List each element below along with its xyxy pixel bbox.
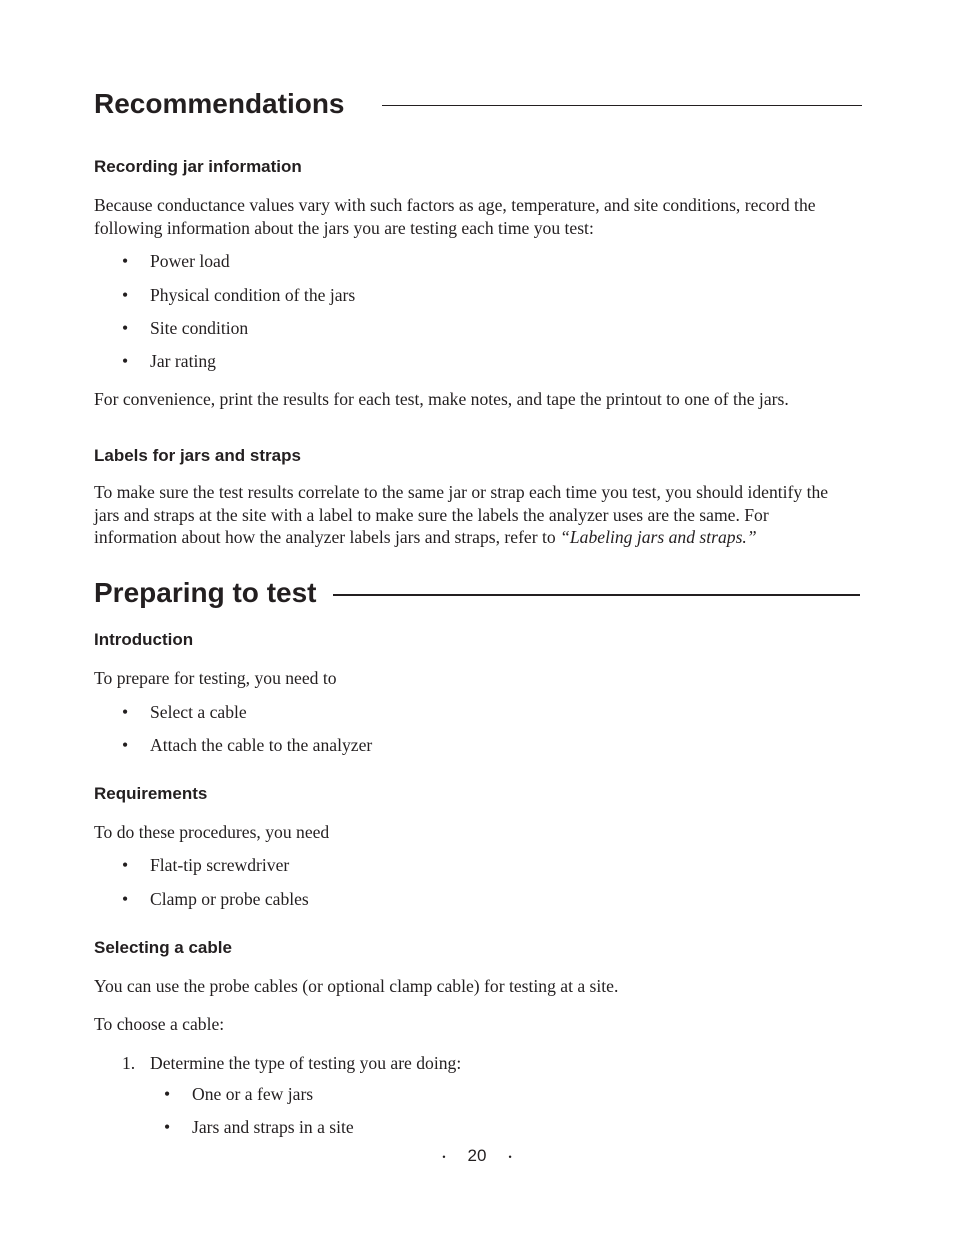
bullet-icon: • [122,735,129,755]
requirements-heading: Requirements [94,784,208,803]
preparing-heading-row [94,577,316,609]
step-number: 1. [122,1053,136,1073]
bullet-icon: • [122,251,129,271]
labels-heading: Labels for jars and straps [94,446,301,465]
bullet-icon: • [122,285,129,305]
section-rule [382,105,862,106]
list-item: • Select a cable [122,702,247,722]
requirements-text: To do these procedures, you need [94,822,330,842]
cross-reference-link: “Labeling jars and straps.” [560,527,757,547]
list-item: • Flat-tip screwdriver [122,855,290,875]
list-item: • Physical condition of the jars [122,285,356,305]
selecting-heading: Selecting a cable [94,938,232,957]
recording-heading: Recording jar information [94,157,302,176]
preparing-title: Preparing to test [94,577,317,608]
list-item: • Jar rating [122,351,216,371]
list-item: • Power load [122,251,230,271]
introduction-heading: Introduction [94,630,194,649]
selecting-text: You can use the probe cables (or optional clamp cable) for testing at a site. [94,976,619,996]
numbered-step: 1. Determine the type of testing you are doing: [122,1053,462,1073]
footer-separator: • [508,1151,512,1162]
bullet-icon: • [122,889,129,909]
bullet-icon: • [122,855,129,875]
list-item: • Site condition [122,318,249,338]
page-number: 20 [467,1146,487,1165]
section-rule [333,594,860,596]
footer-separator: • [442,1151,446,1162]
bullet-icon: • [122,702,129,722]
recommendations-title: Recommendations [94,88,345,119]
page-footer [0,1145,954,1168]
bullet-icon: • [164,1117,171,1137]
list-item: • One or a few jars [164,1084,314,1104]
recording-outro: For convenience, print the results for each test, make notes, and tape the printout to one of the jars. [94,389,789,409]
list-item: • Clamp or probe cables [122,889,309,909]
recording-intro: Because conductance values vary with such factors as age, temperature, and site conditions, record the following information about the jars you are testing each time you test: [94,195,816,238]
list-item: • Jars and straps in a site [164,1117,354,1137]
introduction-text: To prepare for testing, you need to [94,668,337,688]
labels-text: To make sure the test results correlate to the same jar or strap each time you test, you should identify the jars and straps at the site with a label to make sure the labels the analyzer uses are the same. For information about how the analyzer labels jars and straps, refer to “Labeling jars and straps.” [94,482,829,547]
bullet-icon: • [122,318,129,338]
recommendations-heading-row [94,88,345,120]
selecting-instruction: To choose a cable: [94,1014,225,1034]
bullet-icon: • [164,1084,171,1104]
list-item: • Attach the cable to the analyzer [122,735,373,755]
bullet-icon: • [122,351,129,371]
